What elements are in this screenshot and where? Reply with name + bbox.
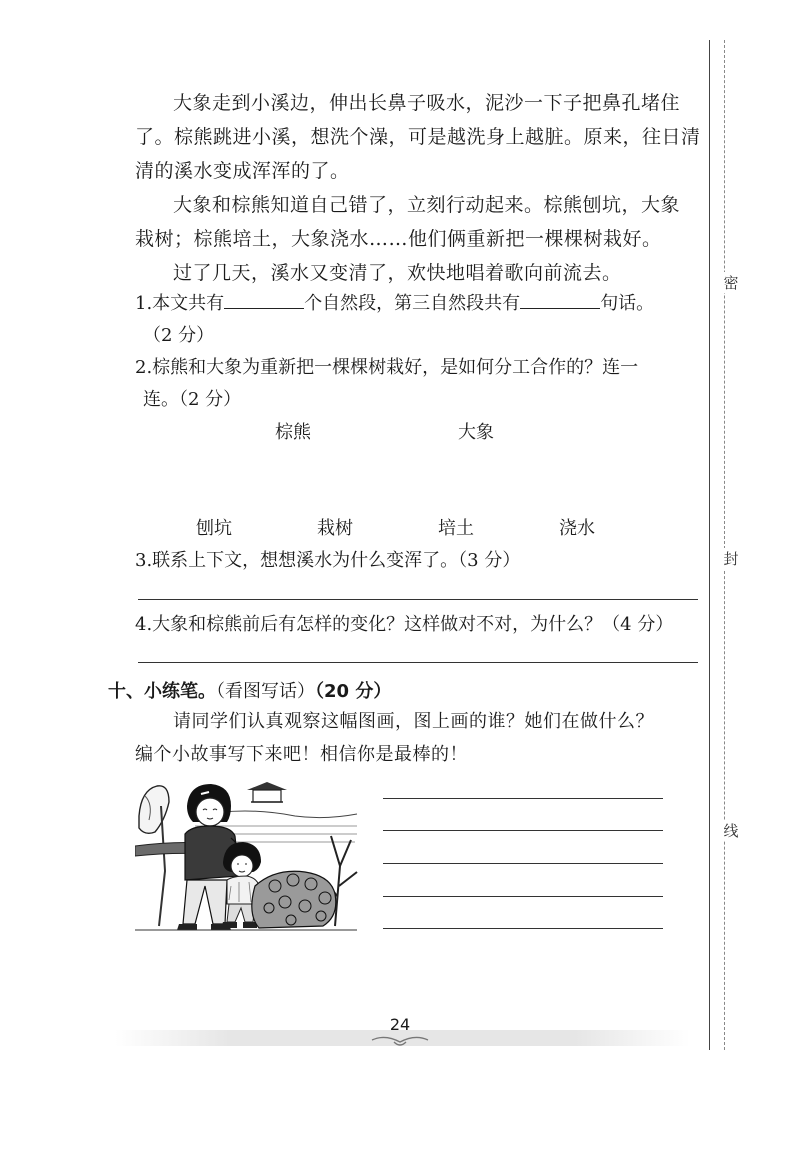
writing-line-1[interactable] [383, 798, 663, 799]
question-2: 2.棕熊和大象为重新把一棵棵树栽好，是如何分工合作的？连一 [135, 357, 639, 378]
binding-dashed-line [724, 40, 725, 1050]
writing-line-3[interactable] [383, 863, 663, 864]
section-10-prompt-line2: 编个小故事写下来吧！相信你是最棒的！ [135, 744, 468, 765]
q4-answer-line[interactable] [138, 662, 698, 663]
q1-text-a: 1.本文共有 [135, 293, 225, 314]
match-bottom-dig[interactable]: 刨坑 [196, 518, 232, 539]
seal-char-xian: 线 [720, 820, 742, 841]
match-bottom-soil[interactable]: 培土 [438, 518, 474, 539]
q3-answer-line[interactable] [138, 599, 698, 600]
seal-char-feng: 封 [720, 548, 742, 569]
page-number: 24 [389, 1015, 411, 1034]
question-1 [135, 289, 654, 315]
seal-char-mi: 密 [720, 272, 742, 293]
footer-ornament-icon [370, 1034, 430, 1048]
match-top-brown-bear[interactable]: 棕熊 [275, 422, 311, 443]
section-10-title: 十、小练笔。 [108, 681, 216, 702]
section-10-heading [108, 677, 391, 703]
passage-line: 大象和棕熊知道自己错了，立刻行动起来。棕熊刨坑，大象 [173, 194, 681, 216]
question-2-line2: 连。（2 分） [143, 389, 242, 410]
question-4: 4.大象和棕熊前后有怎样的变化？这样做对不对，为什么？（4 分） [135, 614, 674, 635]
writing-line-4[interactable] [383, 896, 663, 897]
question-3: 3.联系上下文，想想溪水为什么变浑了。（3 分） [135, 550, 521, 571]
passage-line: 过了几天，溪水又变清了，欢快地唱着歌向前流去。 [173, 262, 622, 284]
passage-line: 了。棕熊跳进小溪，想洗个澡，可是越洗身上越脏。原来，往日清 [135, 126, 701, 148]
passage-line: 大象走到小溪边，伸出长鼻子吸水，泥沙一下子把鼻孔堵住 [173, 92, 681, 114]
q1-text-b: 个自然段，第三自然段共有 [304, 293, 521, 314]
section-10-prompt: 请同学们认真观察这幅图画，图上画的谁？她们在做什么？ [173, 711, 654, 732]
section-10-note: （看图写话） [216, 681, 315, 702]
q1-blank-sentences[interactable] [520, 290, 600, 309]
match-bottom-plant[interactable]: 栽树 [317, 518, 353, 539]
q1-score: （2 分） [143, 325, 215, 346]
match-bottom-water[interactable]: 浇水 [559, 518, 595, 539]
illustration-mother-daughter-flowers [135, 776, 360, 933]
passage-line: 栽树；棕熊培土，大象浇水……他们俩重新把一棵棵树栽好。 [135, 228, 662, 250]
match-top-elephant[interactable]: 大象 [458, 422, 494, 443]
binding-line [709, 40, 710, 1050]
section-10-score: （20 分） [315, 681, 392, 702]
q1-blank-paragraphs[interactable] [224, 290, 304, 309]
passage-line: 清的溪水变成浑浑的了。 [135, 160, 350, 182]
writing-line-2[interactable] [383, 830, 663, 831]
writing-line-5[interactable] [383, 928, 663, 929]
q1-text-c: 句话。 [600, 293, 655, 314]
